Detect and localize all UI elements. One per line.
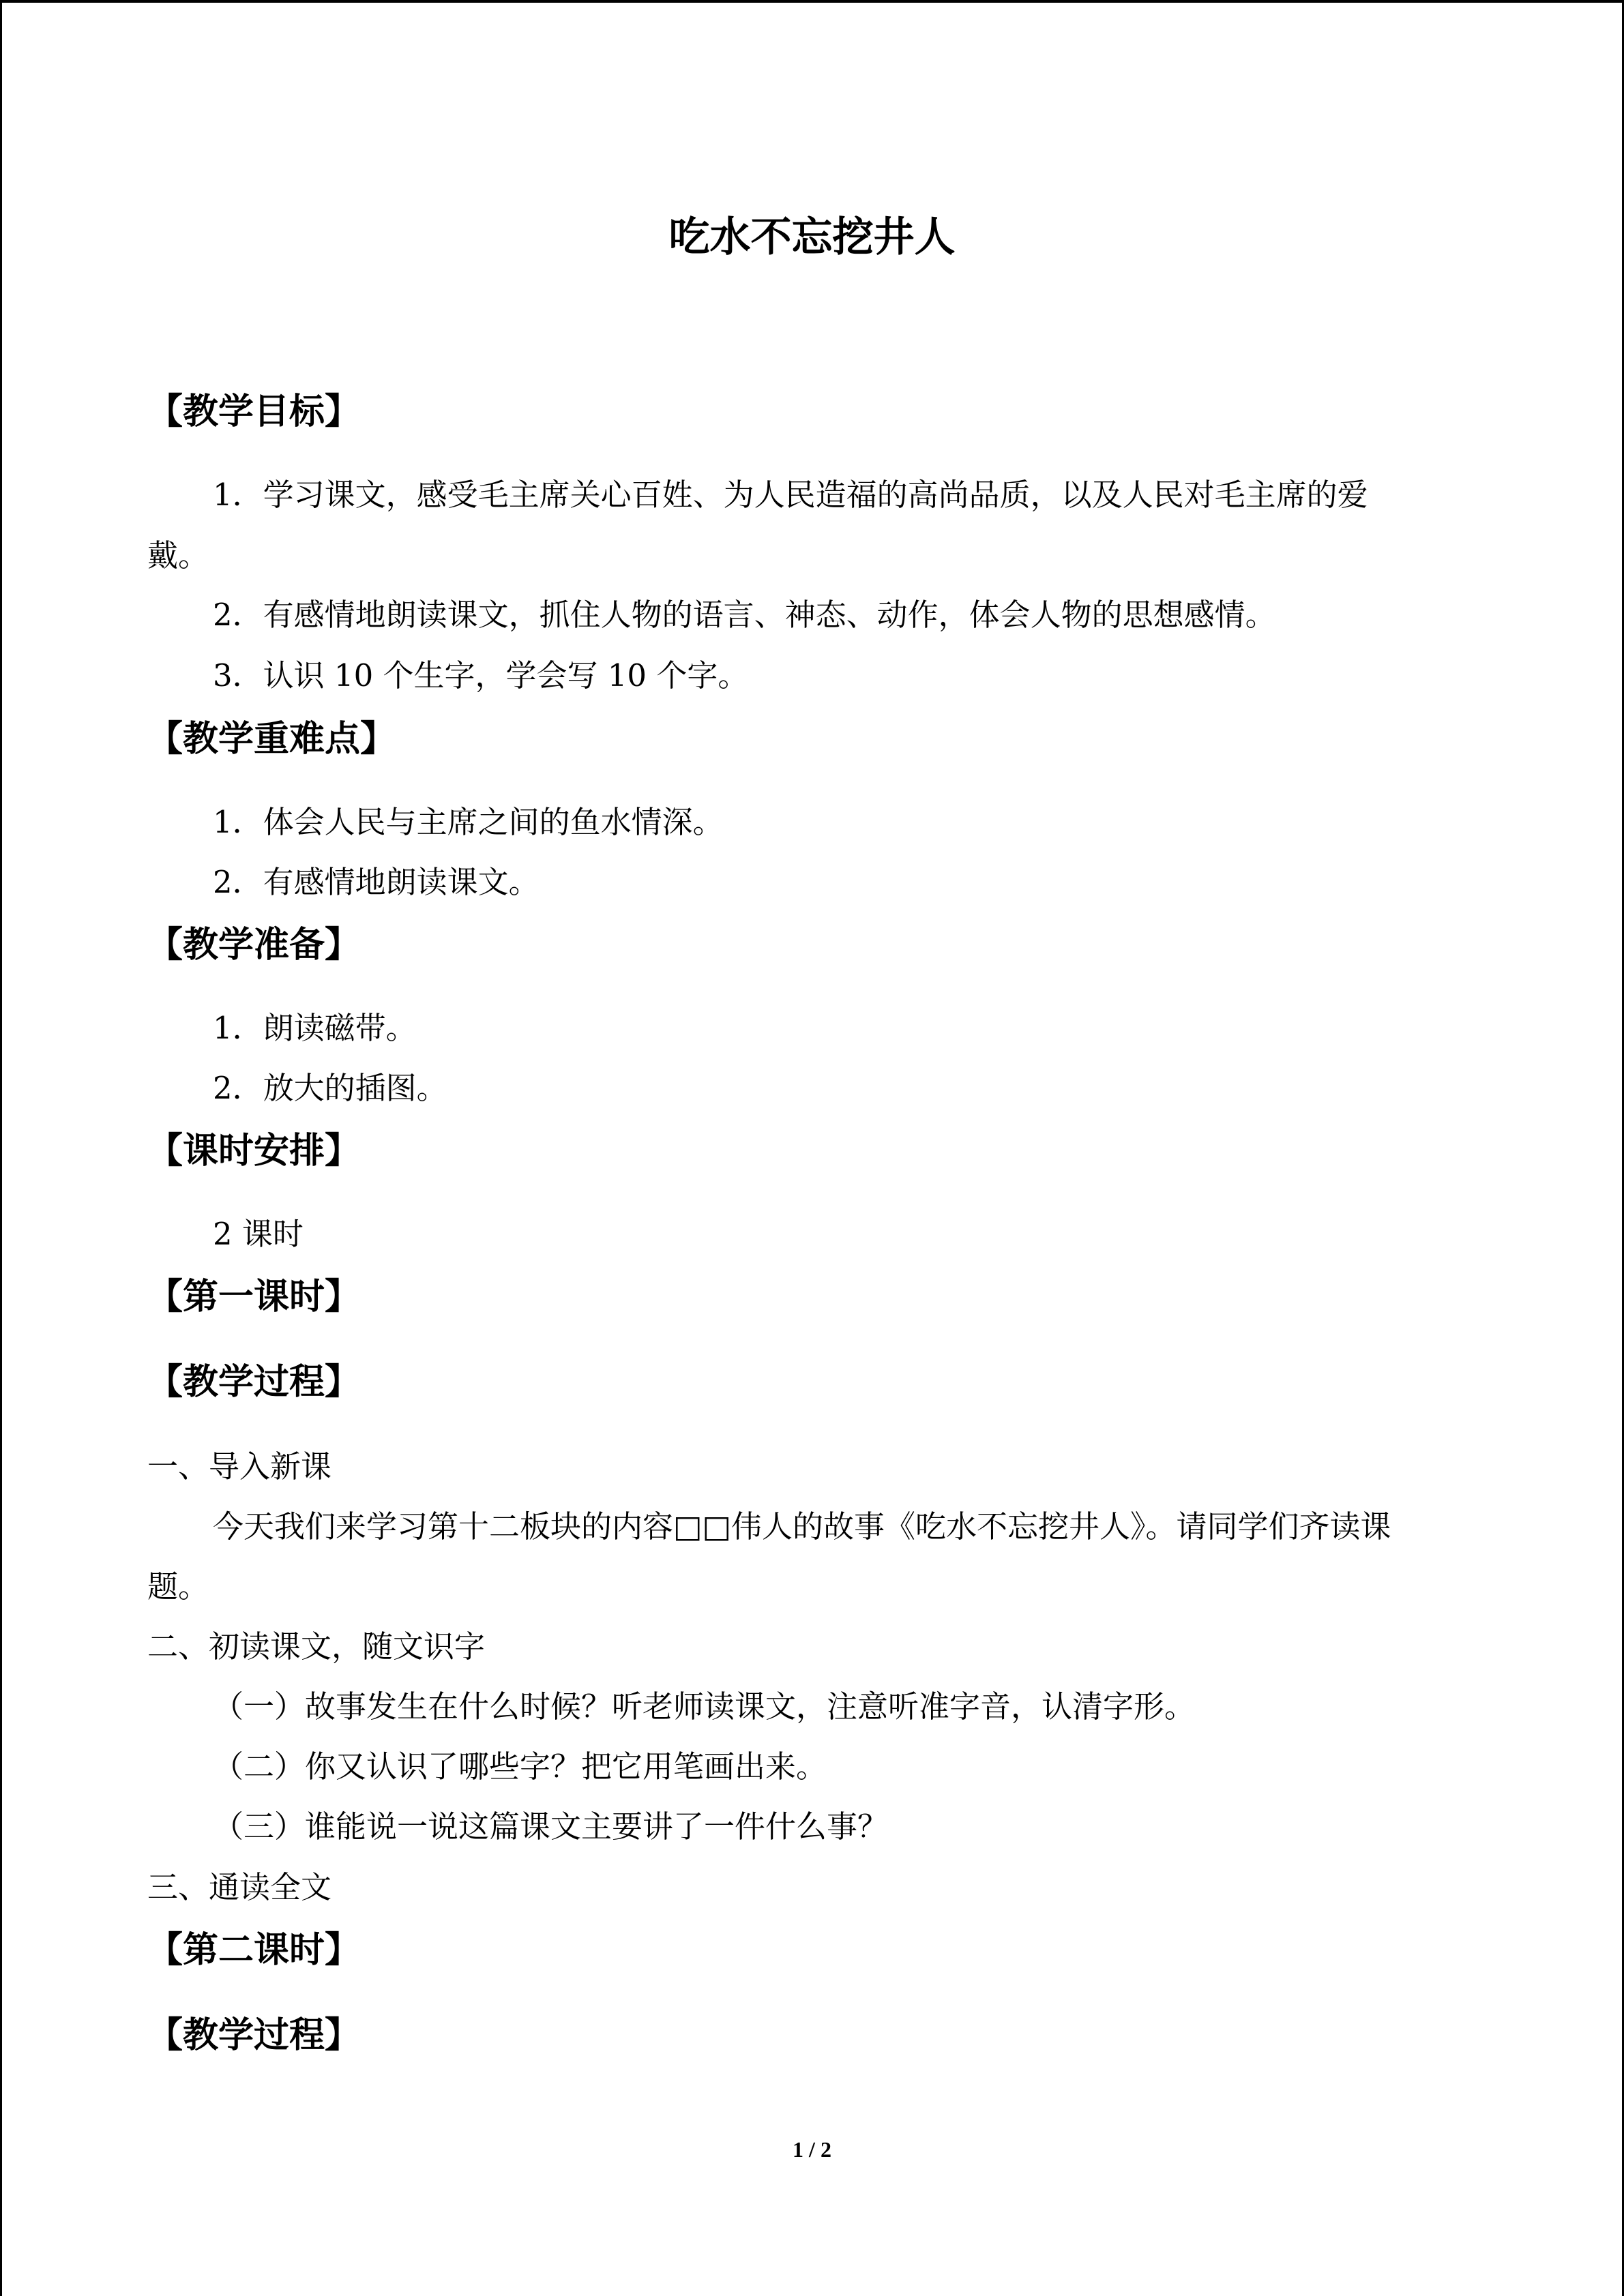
heading-process-2: 【教学过程】	[147, 2015, 361, 2056]
heading-preparation: 【教学准备】	[147, 925, 361, 966]
key-point-1: 1．体会人民与主席之间的鱼水情深。	[213, 804, 724, 840]
heading-key-points: 【教学重难点】	[147, 719, 396, 760]
step-2-sub-1: （一）故事发生在什么时候？听老师读课文，注意听准字音，认清字形。	[213, 1688, 1196, 1725]
page-number: 1 / 2	[793, 2137, 831, 2162]
step-2-sub-3: （三）谁能说一说这篇课文主要讲了一件什么事？	[213, 1808, 889, 1845]
heading-teaching-goals: 【教学目标】	[147, 391, 361, 432]
heading-process-1: 【教学过程】	[147, 1362, 361, 1403]
heading-lesson-2: 【第二课时】	[147, 1930, 361, 1971]
key-point-2: 2．有感情地朗读课文。	[213, 864, 540, 900]
schedule-value: 2 课时	[213, 1216, 304, 1252]
goal-2: 2．有感情地朗读课文，抓住人物的语言、神态、动作，体会人物的思想感情。	[213, 597, 1276, 633]
page-left-border	[0, 0, 2, 2296]
heading-lesson-1: 【第一课时】	[147, 1277, 361, 1317]
step-1-text-line-2: 题。	[147, 1568, 209, 1605]
page-title: 吃水不忘挖井人	[668, 213, 956, 261]
prep-2: 2．放大的插图。	[213, 1070, 447, 1106]
step-2-sub-2: （二）你又认识了哪些字？把它用笔画出来。	[213, 1748, 827, 1785]
step-1-title: 一、导入新课	[147, 1448, 332, 1485]
goal-3: 3．认识 10 个生字，学会写 10 个字。	[213, 657, 749, 694]
goal-1-line-2: 戴。	[147, 537, 209, 573]
step-3-title: 三、通读全文	[147, 1869, 332, 1905]
heading-schedule: 【课时安排】	[147, 1131, 361, 1172]
step-1-text-line-1: 今天我们来学习第十二板块的内容□□伟人的故事《吃水不忘挖井人》。请同学们齐读课	[213, 1508, 1391, 1545]
page-top-border	[0, 0, 1624, 3]
prep-1: 1．朗读磁带。	[213, 1010, 417, 1046]
step-2-title: 二、初读课文，随文识字	[147, 1628, 486, 1665]
goal-1-line-1: 1．学习课文，感受毛主席关心百姓、为人民造福的高尚品质，以及人民对毛主席的爱	[213, 477, 1368, 513]
